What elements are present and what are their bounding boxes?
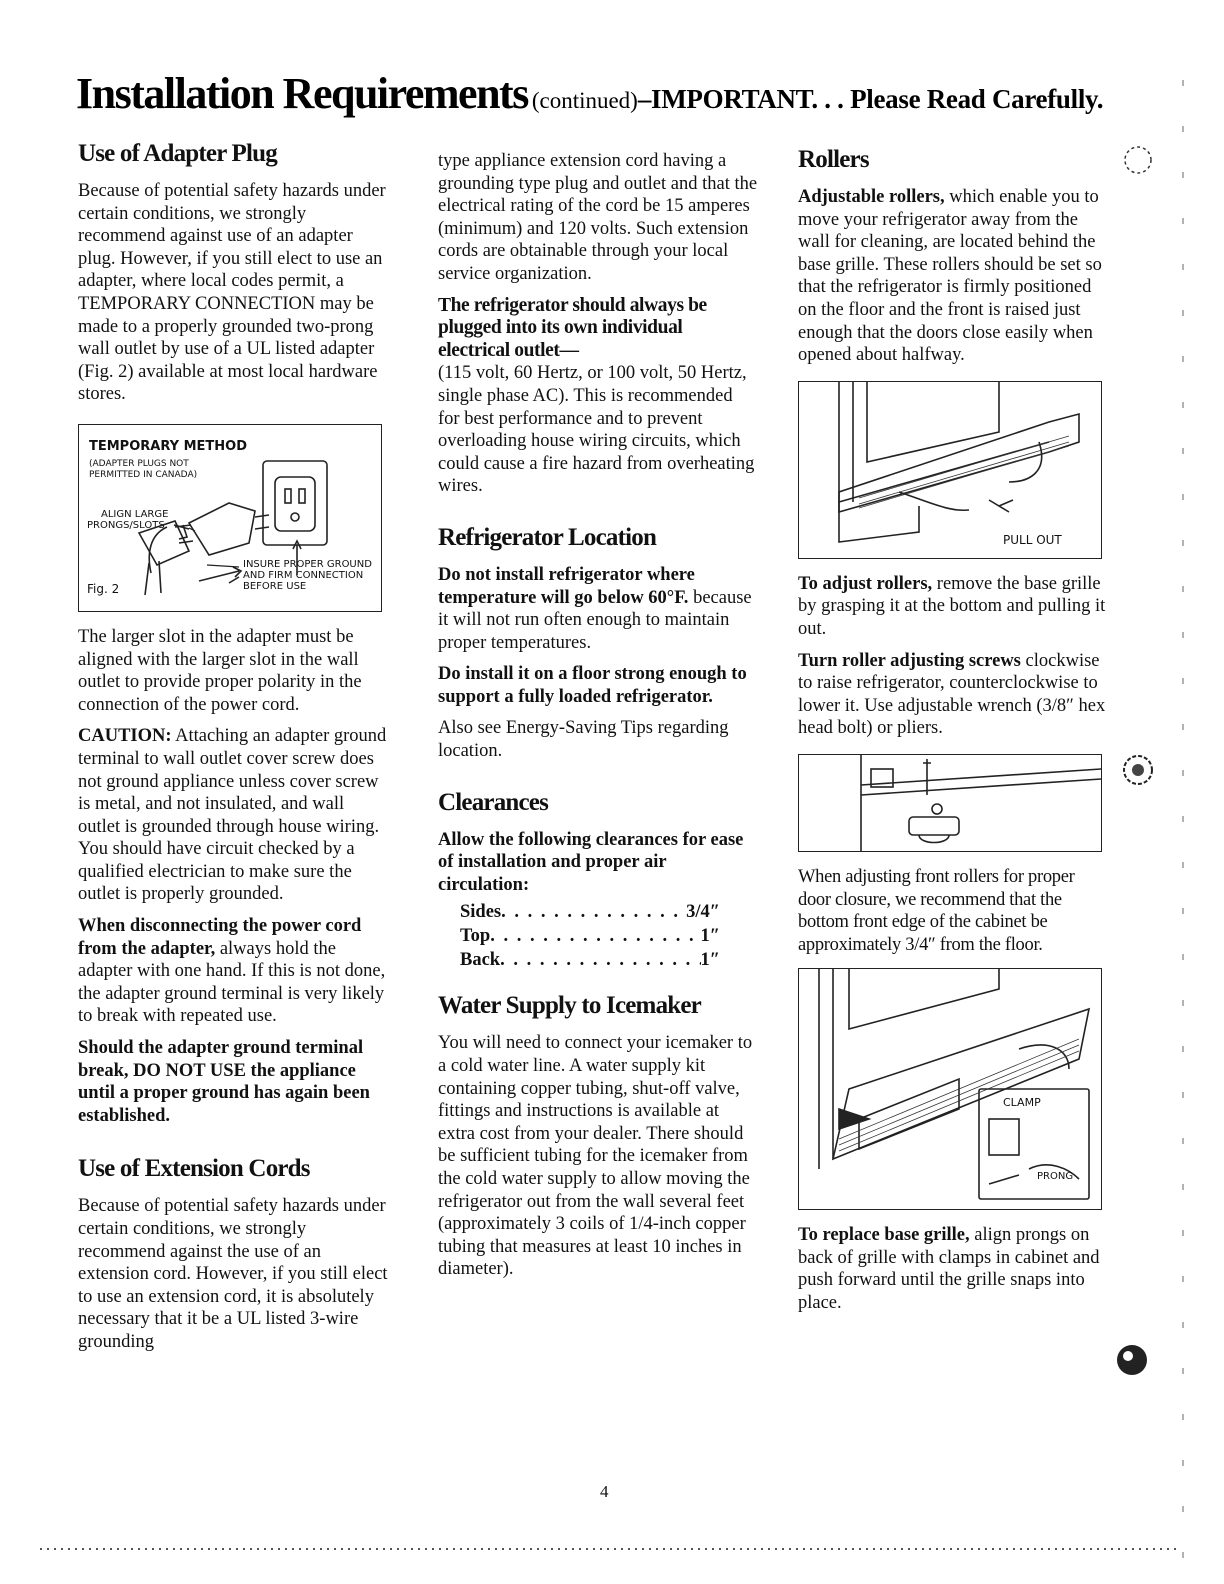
figure-insure-2: AND FIRM CONNECTION: [243, 569, 364, 581]
outlet-face: [275, 477, 315, 531]
outlet-paragraph: [438, 295, 758, 498]
outlet-text: (115 volt, 60 Hertz, or 100 volt, 50 Hertz, single phase AC). This is recommended for best performance and to prevent overloading house wiring circuits, which could cause a fire hazard from overheating wires.: [438, 363, 755, 497]
pull-out-label: PULL OUT: [1003, 532, 1062, 547]
scan-bottom-edge: [40, 1545, 1180, 1553]
binder-hole-icon: [1118, 140, 1158, 180]
title-continued: (continued): [531, 88, 638, 113]
page-number: 4: [600, 1482, 609, 1501]
title-main: Installation Requirements: [76, 69, 528, 118]
front-rollers-paragraph: When adjusting front rollers for proper door closure, we recommend that the bottom front edge of the cabinet be approximately 3/4″ from the floor.: [798, 866, 1075, 955]
adapter-heading: Use of Adapter Plug: [78, 140, 277, 167]
adapter-paragraph: Because of potential safety hazards under certain conditions, we strongly recommend against use of an adapter plug. However, if you still elect to use an adapter, where local codes permit, a TEMPORARY CONNECTION may be made to a properly grounded two-prong wall outlet by use of a UL listed adapter (Fig. 2) available at most local hardware stores.: [78, 181, 386, 405]
rollers-paragraph: [798, 186, 1108, 367]
wall-plate-outline: [263, 461, 327, 545]
adapter-figure: [78, 424, 382, 612]
clearance-label: Sides: [460, 902, 502, 923]
disconnect-bold: When disconnecting the power cord from the adapter,: [78, 916, 362, 959]
clamp-label: CLAMP: [1003, 1096, 1041, 1110]
replace-paragraph: [798, 1224, 1108, 1314]
roller-wheel: [909, 817, 959, 835]
rollers-bold: Adjustable rollers,: [798, 187, 945, 207]
outlet-bold: The refrigerator should always be plugged into its own individual electrical outlet—: [438, 294, 707, 361]
turn-paragraph: [798, 650, 1108, 740]
adapter-illustration: [79, 425, 381, 611]
clearance-value: 1″: [700, 950, 720, 971]
replace-bold: To replace base grille,: [798, 1225, 970, 1246]
rollers-text: which enable you to move your refrigerator away from the wall for cleaning, are located behind the base grille. These rollers should be set so that the refrigerator is firmly positioned on the floor and the front is raised just enough that the doors close easily when opened about halfway.: [798, 187, 1102, 366]
title-rest: –IMPORTANT. . . Please Read Carefully.: [637, 84, 1104, 114]
turn-bold: Turn roller adjusting screws: [798, 650, 1021, 671]
clearances-heading: Clearances: [438, 788, 549, 816]
roller-screw-figure: [798, 754, 1102, 852]
location-bold-1: Do not install refrigerator where temperature will go below 60°F.: [438, 564, 695, 608]
clearance-row: [460, 924, 720, 948]
figure-method-title: TEMPORARY METHOD: [89, 438, 247, 454]
grille-pull-illustration: [799, 382, 1101, 558]
adjust-paragraph: [798, 573, 1108, 641]
caution-label: CAUTION:: [78, 726, 172, 747]
binder-hole-icon: [1112, 1340, 1152, 1380]
adapter-body: [189, 503, 255, 555]
figure-method-note-1: (ADAPTER PLUGS NOT: [89, 458, 189, 469]
figure-insure-1: INSURE PROPER GROUND: [243, 558, 372, 570]
pull-out-figure: [798, 381, 1102, 559]
grille-panel: [833, 1009, 1089, 1159]
location-text-1: because it will not run often enough to maintain proper temperatures.: [438, 587, 752, 653]
figure-insure-3: BEFORE USE: [243, 580, 307, 592]
clearance-label: Back: [460, 950, 501, 971]
location-paragraph-1: [438, 564, 758, 654]
figure-method-note-2: PERMITTED IN CANADA): [89, 469, 198, 480]
clearance-row: [460, 900, 720, 924]
location-text-2: Also see Energy-Saving Tips regarding location.: [438, 718, 729, 762]
figure-align-label-1: ALIGN LARGE: [101, 508, 169, 520]
disconnect-text: always hold the adapter with one hand. If this is not done, the adapter ground terminal is very likely to break with repeated use.: [78, 938, 386, 1027]
turn-text: clockwise to raise refrigerator, counterclockwise to lower it. Use adjustable wrench (3/8″ hex head bolt) or pliers.: [798, 650, 1106, 739]
caution-paragraph: [78, 725, 388, 906]
break-warning: Should the adapter ground terminal break, DO NOT USE the appliance until a proper ground has again been established.: [78, 1038, 370, 1126]
figure-label: Fig. 2: [87, 581, 120, 596]
arrow-icon: [839, 1109, 869, 1129]
location-bold-2: Do install it on a floor strong enough to support a fully loaded refrigerator.: [438, 664, 747, 707]
page-title: [76, 68, 1186, 119]
clearance-value: 1″: [700, 926, 720, 947]
base-grille: [839, 414, 1079, 512]
water-paragraph: You will need to connect your icemaker to a cold water line. A water supply kit containing copper tubing, shut-off valve, fittings and instructions is available at extra cost from your dealer. There should be sufficient tubing for the icemaker from the cold water supply to allow moving the refrigerator out from the wall several feet (approximately 3 coils of 1/4-inch copper tubing that measures at least 10 inches in diameter).: [438, 1033, 753, 1280]
clearance-label: Top: [460, 926, 491, 947]
location-heading: Refrigerator Location: [438, 523, 657, 551]
column-right: [798, 140, 1108, 1324]
column-left: [78, 140, 388, 1363]
clearance-row: [460, 948, 720, 972]
clearances-table: [460, 900, 758, 972]
column-middle: [438, 150, 758, 1290]
rollers-heading: Rollers: [798, 146, 869, 173]
disconnect-paragraph: [78, 915, 388, 1028]
extension-continued: type appliance extension cord having a grounding type plug and outlet and that the electrical rating of the cord be 15 amperes (minimum) and 120 volts. Such extension cords are obtainable through your local service organization.: [438, 151, 758, 284]
binder-hole-icon: [1118, 750, 1158, 790]
clearances-intro: Allow the following clearances for ease of installation and proper air circulation:: [438, 829, 744, 895]
adapter-alignment-paragraph: The larger slot in the adapter must be aligned with the larger slot in the wall outlet to provide proper polarity in the connection of the power cord.: [78, 626, 362, 715]
water-heading: Water Supply to Icemaker: [438, 992, 701, 1020]
extension-paragraph: Because of potential safety hazards under certain conditions, we strongly recommend against the use of an extension cord. However, if you still elect to use an extension cord, it is absolutely necessary that it be a UL listed 3-wire grounding: [78, 1196, 388, 1352]
adjust-text: remove the base grille by grasping it at the bottom and pulling it out.: [798, 573, 1106, 639]
extension-heading: Use of Extension Cords: [78, 1155, 310, 1183]
adjust-bold: To adjust rollers,: [798, 573, 933, 594]
clearance-value: 3/4″: [686, 902, 720, 923]
roller-screw-illustration: [799, 755, 1101, 851]
replace-grille-figure: [798, 968, 1102, 1210]
replace-text: align prongs on back of grille with clamps in cabinet and push forward until the grille snaps into place.: [798, 1225, 1100, 1314]
scan-edge: [1180, 80, 1186, 1560]
figure-align-label-2: PRONGS/SLOTS: [87, 519, 165, 531]
caution-text: Attaching an adapter ground terminal to wall outlet cover screw does not ground appliance unless cover screw is metal, and not insulated, and wall outlet is grounded through house wiring. You should have circuit checked by a qualified electrician to make sure the outlet is properly grounded.: [78, 726, 387, 905]
prong-label: PRONG: [1037, 1171, 1074, 1183]
